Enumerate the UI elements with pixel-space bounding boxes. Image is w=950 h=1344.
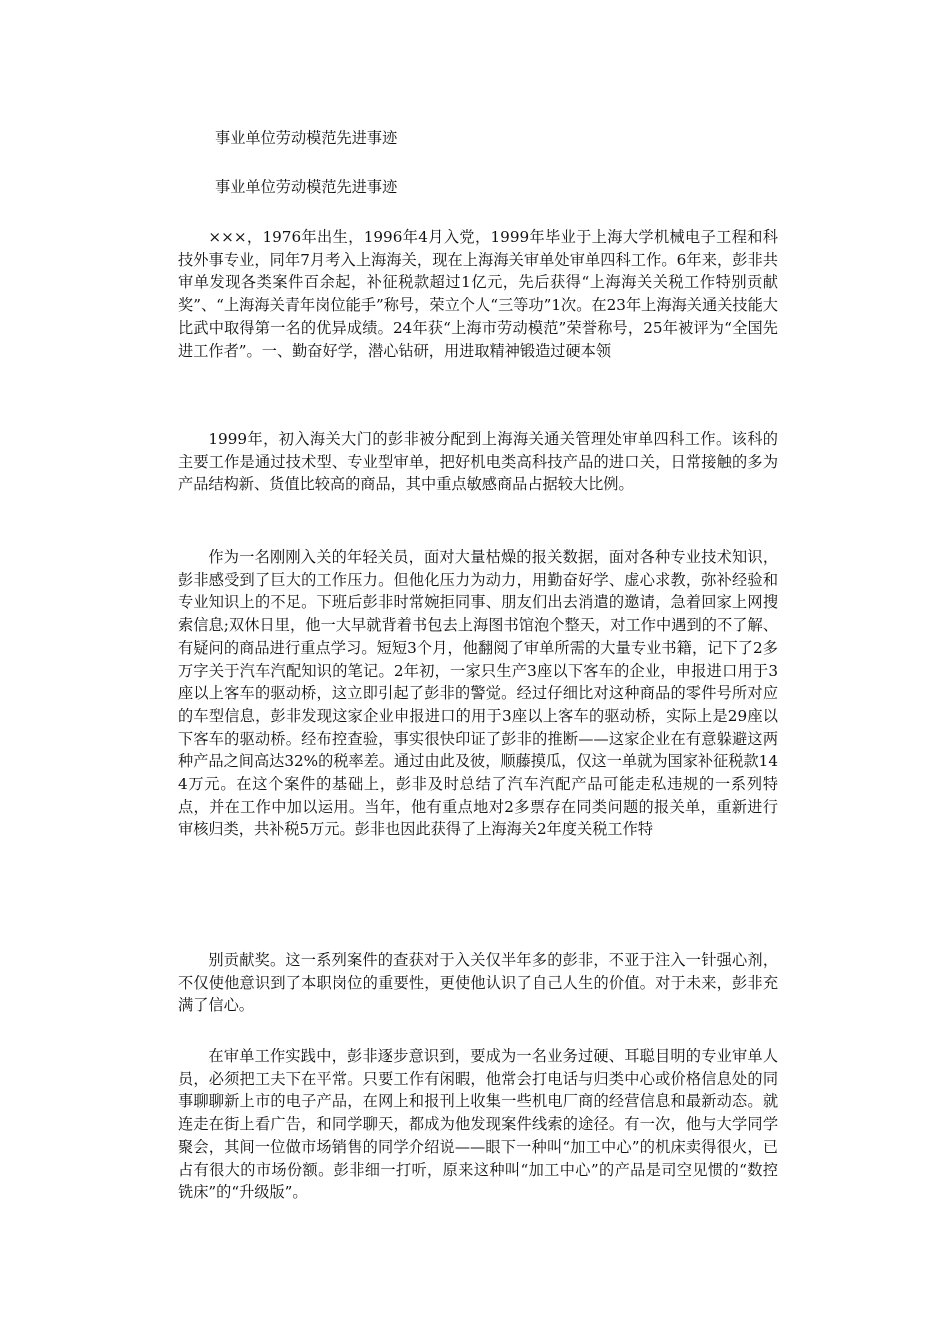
paragraph-intro: ×××，1976年出生，1996年4月入党，1999年毕业于上海大学机械电子工程和科技外事专业，同年7月考入上海海关，现在上海海关审单处审单四科工作。6年来，彭非共审单发现各类案件百余起，补征税款超过1亿元，先后获得“上海海关关税工作特别贡献奖”、“上海海关青年岗位能手”称号，荣立个人“三等功”1次。在23年上海海关通关技能大比武中取得第一名的优异成绩。24年获“上海市劳动模范”荣誉称号，25年被评为“全国先进工作者”。一、勤奋好学，潜心钻研，用进取精神锻造过硬本领: [178, 228, 778, 360]
paragraph-practice: 在审单工作实践中，彭非逐步意识到，要成为一名业务过硬、耳聪目明的专业审单人员，必须把工夫下在平常。只要工作有闲暇，他常会打电话与归类中心或价格信息处的同事聊聊新上市的电子产品，在网上和报刊上收集一些机电厂商的经营信息和最新动态。就连走在街上看广告，和同学聊天，都成为他发现案件线索的途径。有一次，他与大学同学聚会，其间一位做市场销售的同学介绍说——眼下一种叫“加工中心”的机床卖得很火，已占有很大的市场份额。彭非细一打听，原来这种叫“加工中心”的产品是司空见惯的“数控铣床”的“升级版”。: [178, 1047, 778, 1202]
paragraph-award: 别贡献奖。这一系列案件的查获对于入关仅半年多的彭非，不亚于注入一针强心剂，不仅使他意识到了本职岗位的重要性，更使他认识了自己人生的价值。对于未来，彭非充满了信心。: [178, 951, 778, 1015]
paragraph-1999: 1999年，初入海关大门的彭非被分配到上海海关通关管理处审单四科工作。该科的主要工作是通过技术型、专业型审单，把好机电类高科技产品的进口关，日常接触的多为产品结构新、货值比较高的商品，其中重点敏感商品占据较大比例。: [178, 430, 778, 494]
paragraph-pressure: 作为一名刚刚入关的年轻关员，面对大量枯燥的报关数据，面对各种专业技术知识，彭非感受到了巨大的工作压力。但他化压力为动力，用勤奋好学、虚心求教，弥补经验和专业知识上的不足。下班后彭非时常婉拒同事、朋友们出去消遣的邀请，急着回家上网搜索信息;双休日里，他一大早就背着书包去上海图书馆泡个整天，对工作中遇到的不了解、有疑问的商品进行重点学习。短短3个月，他翻阅了审单所需的大量专业书籍，记下了2多万字关于汽车汽配知识的笔记。2年初，一家只生产3座以下客车的企业，申报进口用于3座以上客车的驱动桥，这立即引起了彭非的警觉。经过仔细比对这种商品的零件号所对应的车型信息，彭非发现这家企业申报进口的用于3座以上客车的驱动桥，实际上是29座以下客车的驱动桥。经布控查验，事实很快印证了彭非的推断——这家企业在有意躲避这两种产品之间高达32%的税率差。通过由此及彼，顺藤摸瓜，仅这一单就为国家补征税款144万元。在这个案件的基础上，彭非及时总结了汽车汽配产品可能走私违规的一系列特点，并在工作中加以运用。当年，他有重点地对2多票存在同类问题的报关单，重新进行审核归类，共补税5万元。彭非也因此获得了上海海关2年度关税工作特: [178, 548, 778, 839]
document-title: 事业单位劳动模范先进事迹: [215, 129, 398, 147]
document-subtitle: 事业单位劳动模范先进事迹: [215, 178, 398, 196]
